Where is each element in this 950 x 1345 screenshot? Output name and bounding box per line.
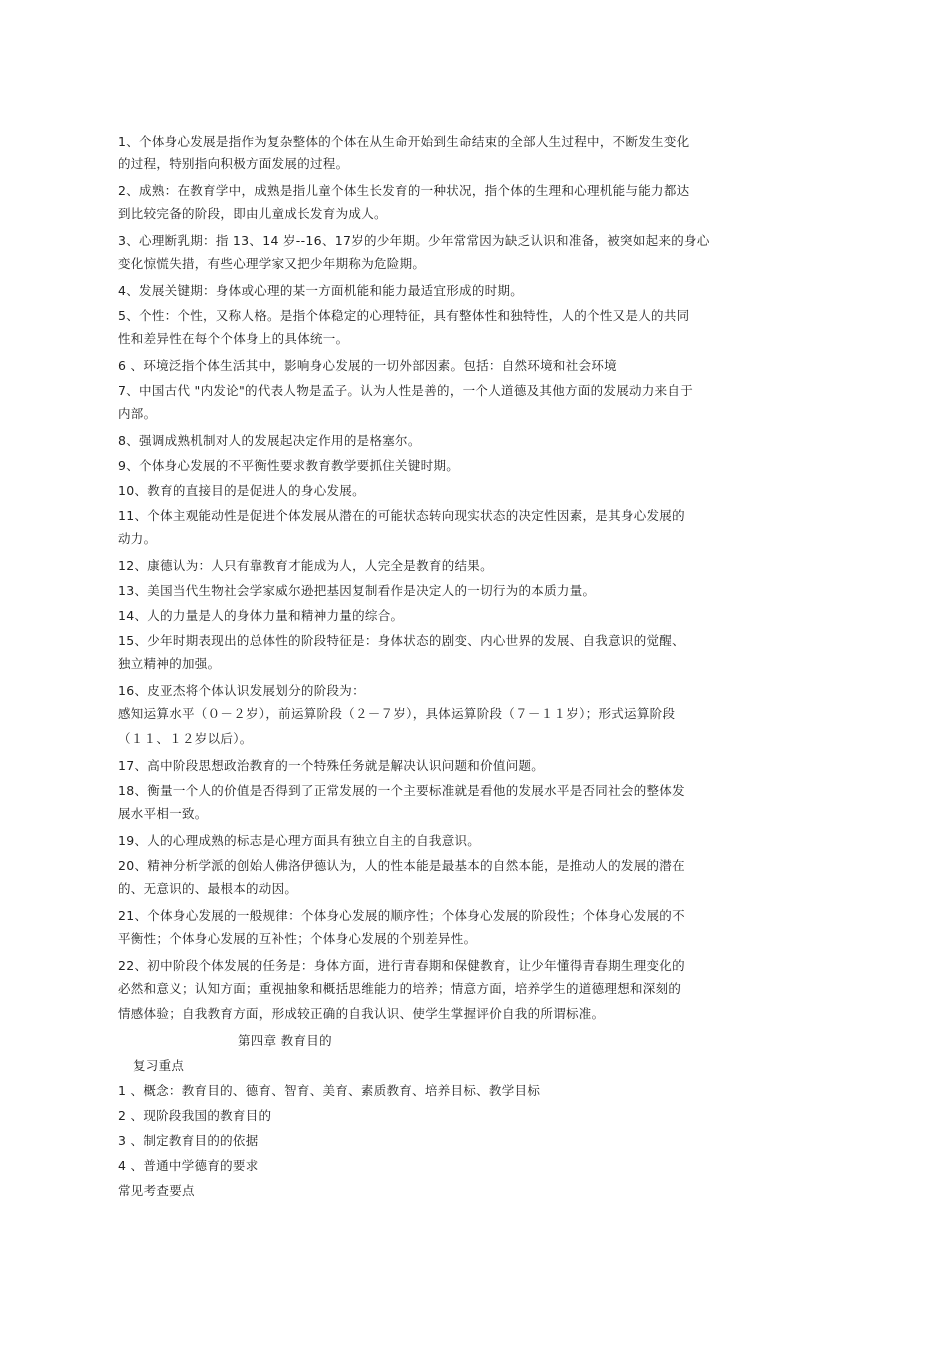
exam-points-heading: 常见考查要点	[118, 1183, 195, 1198]
chapter-heading: 第四章 教育目的	[238, 1033, 332, 1048]
text-line: 18、衡量一个人的价值是否得到了正常发展的一个主要标准就是看他的发展水平是否同社会的整体发	[118, 783, 685, 798]
review-heading: 复习重点	[133, 1058, 185, 1073]
text-line: 的过程，特别指向积极方面发展的过程。	[118, 156, 349, 171]
text-line: 的、无意识的、最根本的动因。	[118, 881, 298, 896]
text-line: 8、强调成熟机制对人的发展起决定作用的是格塞尔。	[118, 433, 421, 448]
review-item: 1 、概念：教育目的、德育、智育、美育、素质教育、培养目标、教学目标	[118, 1083, 541, 1098]
text-line: 19、人的心理成熟的标志是心理方面具有独立自主的自我意识。	[118, 833, 481, 848]
text-line: 7、中国古代 "内发论"的代表人物是孟子。认为人性是善的，一个人道德及其他方面的发展动力来自于	[118, 383, 694, 398]
text-line: 10、教育的直接目的是促进人的身心发展。	[118, 483, 365, 498]
text-line: 13、美国当代生物社会学家威尔逊把基因复制看作是决定人的一切行为的本质力量。	[118, 583, 596, 598]
text-line: 内部。	[118, 406, 157, 421]
text-line: 平衡性；个体身心发展的互补性；个体身心发展的个别差异性。	[118, 931, 477, 946]
text-line: 22、初中阶段个体发展的任务是：身体方面，进行青春期和保健教育，让少年懂得青春期生理变化的	[118, 958, 685, 973]
text-line: 17、高中阶段思想政治教育的一个特殊任务就是解决认识问题和价值问题。	[118, 758, 545, 773]
text-line: 独立精神的加强。	[118, 656, 221, 671]
text-line: 变化惊慌失措，有些心理学家又把少年期称为危险期。	[118, 256, 426, 271]
text-line: 4、发展关键期：身体或心理的某一方面机能和能力最适宜形成的时期。	[118, 283, 524, 298]
text-line: 2、成熟：在教育学中，成熟是指儿童个体生长发育的一种状况，指个体的生理和心理机能与能力都达	[118, 183, 690, 198]
text-line: 14、人的力量是人的身体力量和精神力量的综合。	[118, 608, 404, 623]
text-line: 12、康德认为：人只有靠教育才能成为人，人完全是教育的结果。	[118, 558, 493, 573]
text-line: 必然和意义；认知方面；重视抽象和概括思维能力的培养；情意方面，培养学生的道德理想和深刻的	[118, 981, 682, 996]
review-item: 4 、普通中学德育的要求	[118, 1158, 259, 1173]
text-line: 性和差异性在每个个体身上的具体统一。	[118, 331, 349, 346]
text-line: 21、个体身心发展的一般规律：个体身心发展的顺序性；个体身心发展的阶段性；个体身心发展的不	[118, 908, 685, 923]
text-line: 3、心理断乳期：指 13、14 岁--16、17岁的少年期。少年常常因为缺乏认识和准备，被突如起来的身心	[118, 233, 710, 248]
text-line: 5、个性：个性，又称人格。是指个体稳定的心理特征，具有整体性和独特性，人的个性又是人的共同	[118, 308, 690, 323]
text-line: 感知运算水平（０－２岁），前运算阶段（２－７岁），具体运算阶段（７－１１岁）；形式运算阶段	[118, 706, 676, 721]
review-item: 2 、现阶段我国的教育目的	[118, 1108, 272, 1123]
text-line: 展水平相一致。	[118, 806, 208, 821]
text-line: 动力。	[118, 531, 157, 546]
text-line: 20、精神分析学派的创始人佛洛伊德认为，人的性本能是最基本的自然本能，是推动人的发展的潜在	[118, 858, 685, 873]
text-line: 11、个体主观能动性是促进个体发展从潜在的可能状态转向现实状态的决定性因素，是其身心发展的	[118, 508, 685, 523]
text-line: 15、少年时期表现出的总体性的阶段特征是：身体状态的剧变、内心世界的发展、自我意识的觉醒、	[118, 633, 685, 648]
text-line: 9、个体身心发展的不平衡性要求教育教学要抓住关键时期。	[118, 458, 460, 473]
text-line: 16、皮亚杰将个体认识发展划分的阶段为：	[118, 683, 365, 698]
text-line: （１１、１２岁以后）。	[118, 731, 253, 746]
text-line: 6 、环境泛指个体生活其中，影响身心发展的一切外部因素。包括：自然环境和社会环境	[118, 358, 617, 373]
text-line: 情感体验；自我教育方面，形成较正确的自我认识、使学生掌握评价自我的所谓标准。	[118, 1006, 605, 1021]
text-line: 1、个体身心发展是指作为复杂整体的个体在从生命开始到生命结束的全部人生过程中，不断发生变化	[118, 134, 690, 149]
text-line: 到比较完备的阶段，即由儿童成长发育为成人。	[118, 206, 387, 221]
review-item: 3 、制定教育目的的依据	[118, 1133, 259, 1148]
